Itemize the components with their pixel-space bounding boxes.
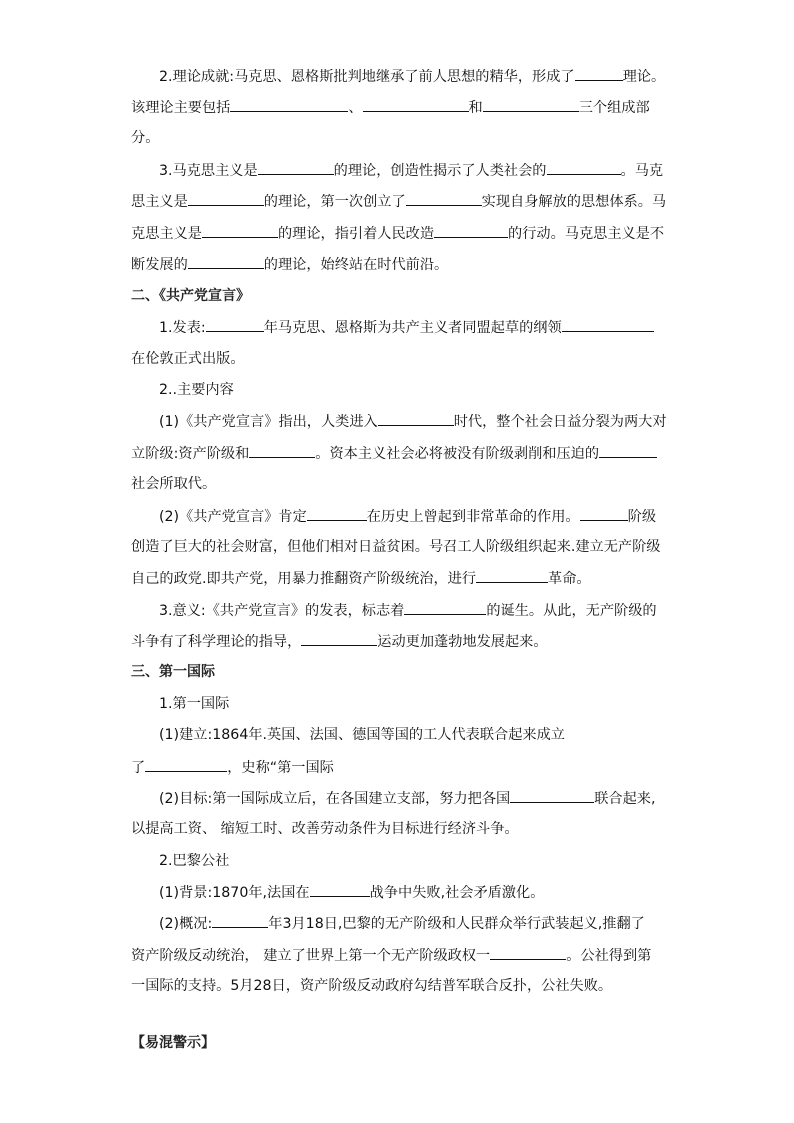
text-segment: (2)目标:第一国际成立后，在各国建立支部，努力把各国	[159, 791, 511, 807]
fill-in-blank[interactable]	[310, 882, 370, 897]
fill-in-blank[interactable]	[490, 945, 566, 960]
fill-in-blank[interactable]	[230, 97, 348, 112]
fill-in-blank[interactable]	[404, 600, 486, 615]
text-line	[159, 600, 657, 621]
section-heading	[131, 662, 215, 682]
text-segment: 2..主要内容	[159, 382, 234, 398]
text-segment: 在历史上曾起到非常革命的作用。	[366, 509, 580, 525]
text-line	[131, 191, 666, 212]
fill-in-blank[interactable]	[510, 788, 594, 803]
fill-in-blank[interactable]	[145, 757, 227, 772]
text-line	[159, 882, 544, 903]
text-segment: 战争中失败,社会矛盾激化。	[369, 885, 545, 901]
text-segment: 三个组成部	[578, 100, 650, 116]
text-segment: (2)概况:	[159, 916, 213, 932]
section-heading	[131, 1033, 215, 1053]
text-line	[131, 254, 448, 275]
text-segment: 联合起来,	[594, 791, 656, 807]
text-line	[131, 819, 519, 839]
text-line	[159, 66, 665, 87]
text-segment: 【易混警示】	[131, 1035, 215, 1051]
text-line	[131, 128, 159, 148]
text-segment: 自己的政党.即共产党，用暴力推翻资产阶级统治，进行	[131, 571, 477, 587]
fill-in-blank[interactable]	[580, 506, 628, 521]
text-segment: (1)背景:1870年,法国在	[159, 885, 310, 901]
fill-in-blank[interactable]	[575, 66, 623, 81]
text-line	[131, 349, 245, 369]
text-line	[159, 160, 663, 181]
text-segment: 的行动。马克思主义是不	[508, 226, 665, 242]
fill-in-blank[interactable]	[378, 411, 454, 426]
text-segment: (1)《共产党宣言》指出，人类进入	[159, 414, 378, 430]
text-segment: 时代，整个社会日益分裂为两大对	[453, 414, 667, 430]
text-line	[131, 474, 216, 494]
text-line	[131, 631, 548, 652]
fill-in-blank[interactable]	[249, 443, 315, 458]
text-segment: 革命。	[548, 571, 591, 587]
text-line	[159, 380, 234, 400]
text-segment: 1.第一国际	[159, 696, 230, 712]
text-segment: 3.马克思主义是	[159, 163, 258, 179]
text-segment: 的理论，第一次创立了	[263, 194, 406, 210]
text-segment: 创造了巨大的社会财富，但他们相对日益贫困。号召工人阶级组织起来.建立无产阶级	[131, 539, 661, 555]
fill-in-blank[interactable]	[301, 631, 377, 646]
text-line	[131, 568, 591, 589]
text-segment: 运动更加蓬勃地发展起来。	[377, 634, 548, 650]
fill-in-blank[interactable]	[258, 160, 334, 175]
text-line	[131, 97, 650, 118]
text-segment: 克思主义是	[131, 226, 202, 242]
text-segment: 立阶级:资产阶级和	[131, 446, 250, 462]
text-line	[131, 945, 651, 966]
text-segment: 了	[131, 760, 146, 776]
text-line	[159, 411, 667, 432]
text-segment: 断发展的	[131, 257, 188, 273]
text-segment: 、	[348, 100, 363, 116]
fill-in-blank[interactable]	[212, 913, 268, 928]
text-line	[131, 443, 657, 464]
fill-in-blank[interactable]	[307, 506, 367, 521]
text-line	[131, 223, 664, 244]
text-segment: 的理论，始终站在时代前沿。	[263, 257, 449, 273]
text-line	[159, 851, 229, 871]
text-segment: 2.巴黎公社	[159, 853, 230, 869]
text-line	[159, 788, 655, 809]
text-segment: 年3月18日,巴黎的无产阶级和人民群众举行武装起义,推翻了	[268, 916, 645, 932]
section-heading	[131, 286, 250, 306]
text-line	[159, 694, 229, 714]
fill-in-blank[interactable]	[434, 223, 508, 238]
text-segment: ，史称“第一国际	[227, 760, 334, 776]
text-line	[131, 537, 660, 557]
text-segment: 的理论，指引着人民改造	[277, 226, 435, 242]
fill-in-blank[interactable]	[188, 254, 264, 269]
text-line	[159, 913, 645, 934]
text-segment: 。马克	[620, 163, 664, 179]
text-line	[159, 506, 656, 527]
text-segment: 思主义是	[131, 194, 188, 210]
text-segment: 斗争有了科学理论的指导，	[131, 634, 302, 650]
text-segment: 实现自身解放的思想体系。马	[481, 194, 667, 210]
text-segment: 3.意义:《共产党宣言》的发表，标志着	[159, 603, 405, 619]
text-segment: 1.发表:	[159, 320, 206, 336]
text-segment: 该理论主要包括	[131, 100, 231, 116]
text-segment: 以提高工资、 缩短工时、改善劳动条件为目标进行经济斗争。	[131, 821, 519, 837]
text-segment: 二、《共产党宣言》	[131, 288, 250, 304]
fill-in-blank[interactable]	[188, 191, 264, 206]
text-line	[131, 757, 334, 778]
text-segment: (1)建立:1864年.英国、法国、德国等国的工人代表联合起来成立	[159, 727, 565, 743]
text-segment: 三、第一国际	[131, 664, 215, 680]
fill-in-blank[interactable]	[206, 317, 264, 332]
text-line	[131, 976, 612, 996]
fill-in-blank[interactable]	[483, 97, 579, 112]
text-segment: 分。	[131, 130, 160, 146]
text-segment: 的理论，创造性揭示了人类社会的	[333, 163, 547, 179]
text-segment: 阶级	[627, 509, 657, 525]
text-segment: 一国际的支持。5月28日，资产阶级反动政府勾结普军联合反扑，公社失败。	[131, 978, 613, 994]
text-segment: 在伦敦正式出版。	[131, 351, 245, 367]
text-segment: 。资本主义社会必将被没有阶级剥削和压迫的	[315, 446, 600, 462]
fill-in-blank[interactable]	[599, 443, 657, 458]
text-segment: 2.理论成就:马克思、恩格斯批判地继承了前人思想的精华，形成了	[159, 69, 575, 85]
fill-in-blank[interactable]	[202, 223, 278, 238]
fill-in-blank[interactable]	[562, 317, 654, 332]
text-line	[159, 725, 565, 745]
fill-in-blank[interactable]	[406, 191, 482, 206]
text-line	[159, 317, 654, 338]
text-segment: (2)《共产党宣言》肯定	[159, 509, 307, 525]
text-segment: 年马克思、恩格斯为共产主义者同盟起草的纲领	[263, 320, 562, 336]
text-segment: 资产阶级反动统治， 建立了世界上第一个无产阶级政权一	[131, 948, 491, 964]
text-segment: 和	[468, 100, 483, 116]
fill-in-blank[interactable]	[363, 97, 469, 112]
text-segment: 理论。	[622, 69, 666, 85]
text-segment: 。公社得到第	[566, 948, 652, 964]
text-segment: 社会所取代。	[131, 476, 217, 492]
fill-in-blank[interactable]	[476, 568, 548, 583]
text-segment: 的诞生。从此，无产阶级的	[486, 603, 657, 619]
fill-in-blank[interactable]	[547, 160, 621, 175]
